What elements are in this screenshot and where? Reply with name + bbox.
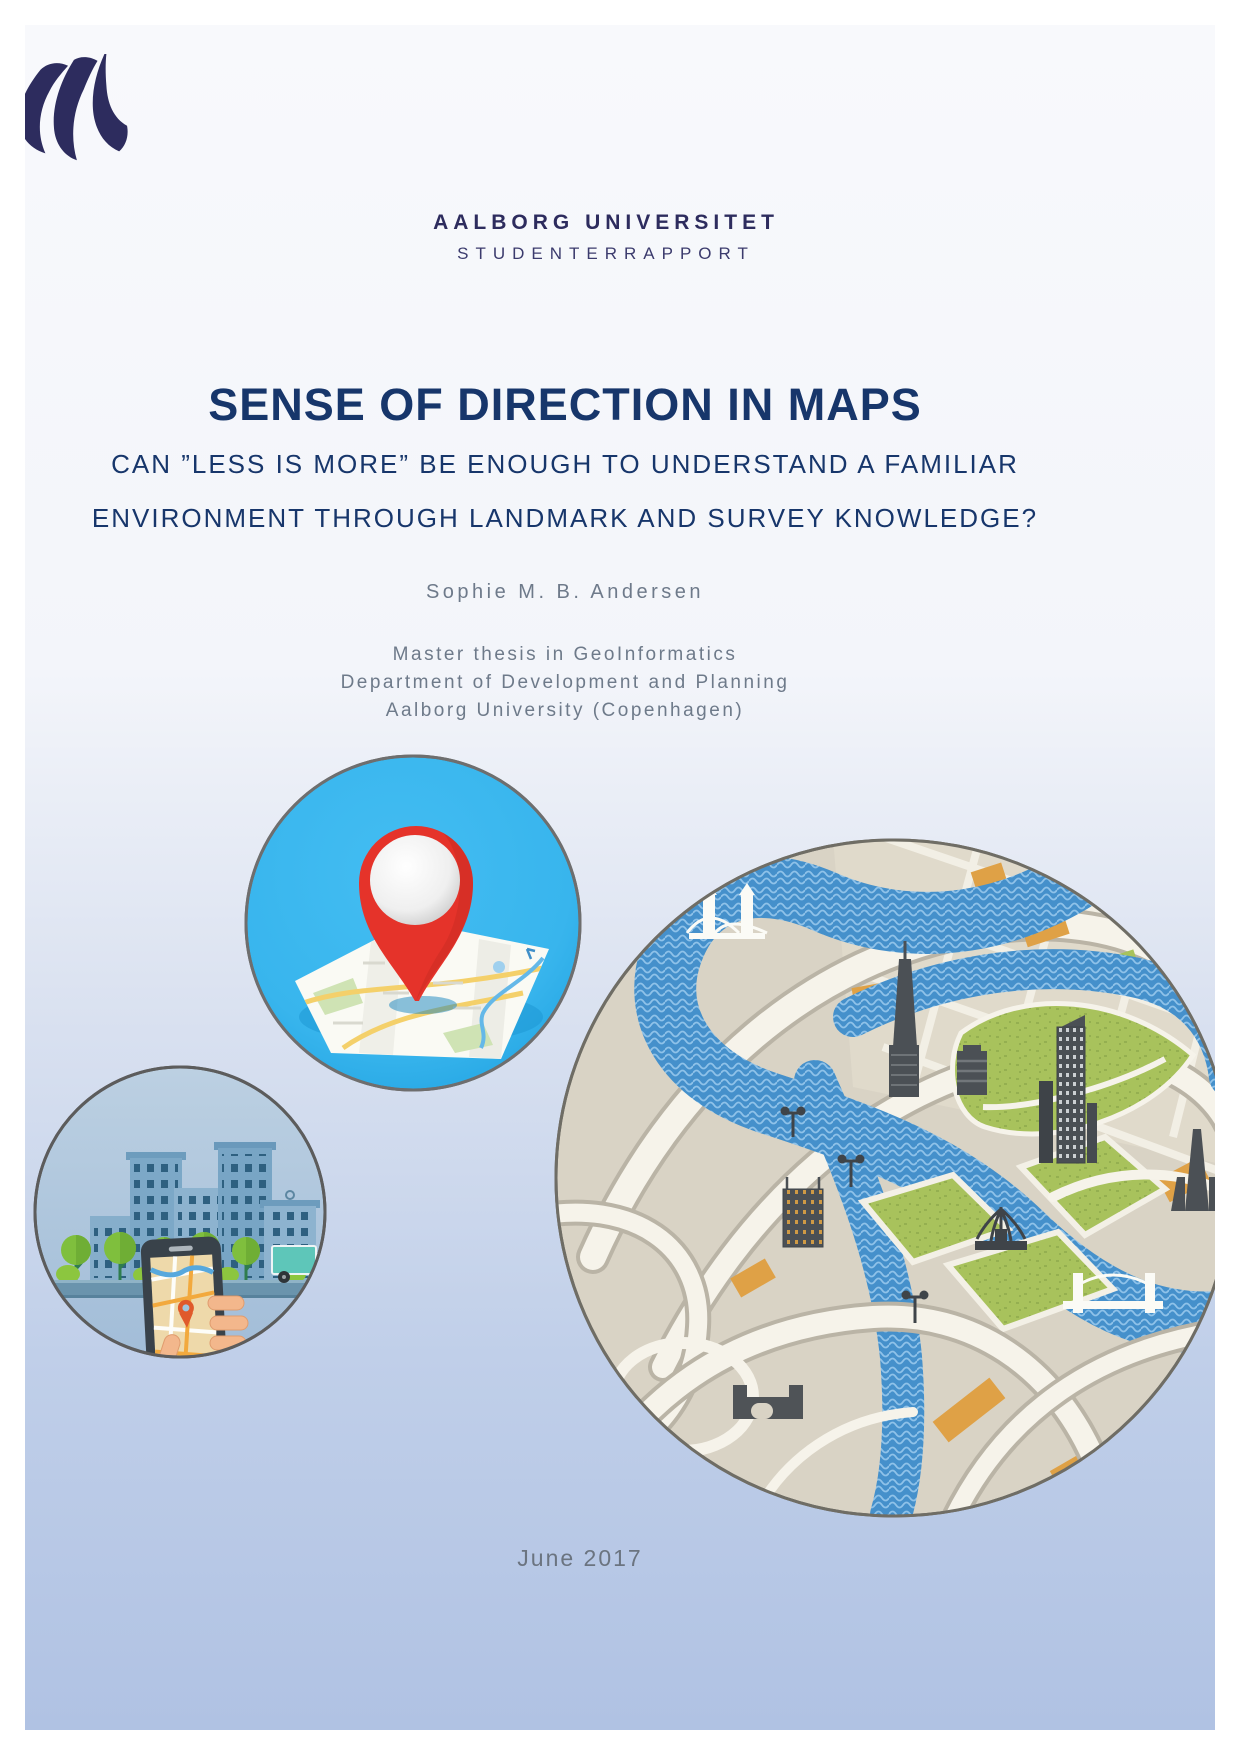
thesis-subtitle-line-2: ENVIRONMENT THROUGH LANDMARK AND SURVEY KNOWLEDGE? — [91, 503, 1039, 533]
cover-background — [25, 25, 1215, 1730]
affiliation-department: Department of Development and Planning — [340, 672, 790, 693]
affiliation-university: Aalborg University (Copenhagen) — [385, 700, 745, 721]
logo-block — [25, 51, 1201, 175]
aalborg-university-logo-icon — [25, 51, 129, 175]
institution-label: AALBORG UNIVERSITET — [433, 211, 779, 234]
aerial-map-circle-illustration — [553, 837, 1215, 1519]
report-type-label: STUDENTERRAPPORT — [457, 244, 755, 263]
pin-map-circle-illustration — [243, 753, 583, 1093]
date-label: June 2017 — [517, 1545, 643, 1571]
affiliation-program: Master thesis in GeoInformatics — [392, 644, 738, 665]
author-name: Sophie M. B. Andersen — [425, 581, 705, 603]
ribbed-tower-icon — [957, 1045, 987, 1095]
thesis-title: SENSE OF DIRECTION IN MAPS — [208, 379, 922, 430]
thesis-subtitle-line-1: CAN ”LESS IS MORE” BE ENOUGH TO UNDERSTAND A FAMILIAR — [111, 449, 1019, 479]
city-phone-circle-illustration — [32, 1064, 328, 1360]
